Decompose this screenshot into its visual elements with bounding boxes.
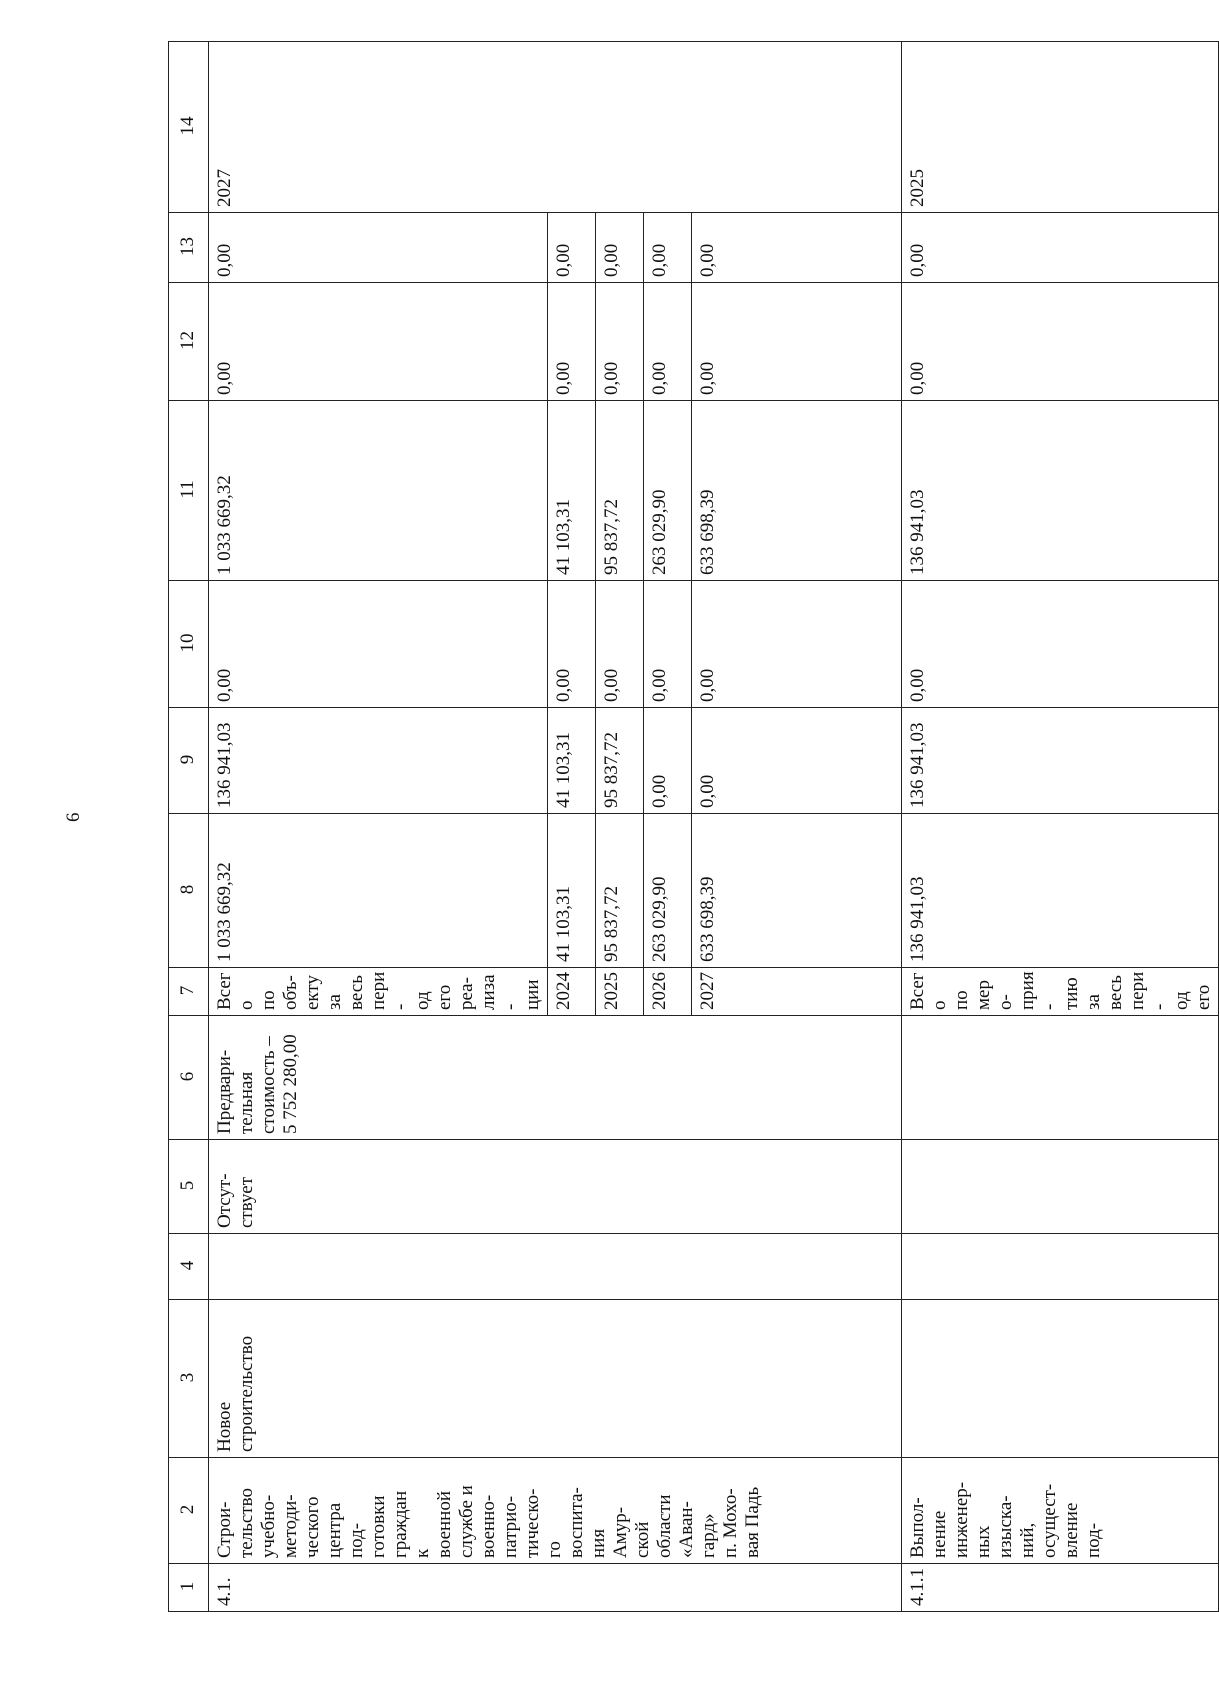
header-cell: 14 <box>169 42 209 213</box>
total-value: 1 033 669,32 <box>209 814 548 968</box>
year-value: 0,00 <box>692 581 902 708</box>
year-value: 41 103,31 <box>548 708 596 814</box>
header-cell: 1 <box>169 1564 209 1612</box>
year-value: 0,00 <box>644 283 692 401</box>
header-cell: 5 <box>169 1140 209 1234</box>
header-cell: 7 <box>169 968 209 1016</box>
estimated-cost: Предвари- тельная стоимость – 5 752 280,00 <box>209 1016 902 1140</box>
year-value: 41 103,31 <box>548 401 596 581</box>
year-value: 0,00 <box>644 708 692 814</box>
year-value: 633 698,39 <box>692 401 902 581</box>
year-value: 0,00 <box>548 213 596 283</box>
design-docs-cell: Отсут- ствует <box>209 1140 902 1234</box>
total-value: 0,00 <box>209 213 548 283</box>
header-cell: 12 <box>169 283 209 401</box>
header-cell: 6 <box>169 1016 209 1140</box>
year-value: 0,00 <box>596 283 644 401</box>
year-value: 0,00 <box>644 581 692 708</box>
construction-type <box>902 1300 1219 1458</box>
year-value: 0,00 <box>548 581 596 708</box>
completion-year: 2025 <box>902 42 1219 213</box>
year-label: 2027 <box>692 968 902 1016</box>
header-cell: 3 <box>169 1300 209 1458</box>
year-value: 0,00 <box>692 708 902 814</box>
total-label: Всего по объ- екту за весь пери- од его реа- лиза- ции <box>209 968 548 1016</box>
total-value: 0,00 <box>902 283 1219 401</box>
header-cell: 8 <box>169 814 209 968</box>
year-value: 0,00 <box>692 283 902 401</box>
construction-type: Новое строительство <box>209 1300 902 1458</box>
year-value: 0,00 <box>644 213 692 283</box>
year-value: 0,00 <box>548 283 596 401</box>
total-value: 1 033 669,32 <box>209 401 548 581</box>
header-cell: 10 <box>169 581 209 708</box>
year-value: 95 837,72 <box>596 708 644 814</box>
item-number: 4.1. <box>209 1564 902 1612</box>
year-value: 0,00 <box>596 213 644 283</box>
item-number: 4.1.1 <box>902 1564 1219 1612</box>
total-value: 0,00 <box>902 213 1219 283</box>
header-row <box>169 42 209 1612</box>
measure-row <box>902 42 1219 1612</box>
year-label: 2025 <box>596 968 644 1016</box>
total-value: 136 941,03 <box>902 708 1219 814</box>
year-value: 263 029,90 <box>644 814 692 968</box>
year-value: 0,00 <box>596 581 644 708</box>
total-value: 136 941,03 <box>209 708 548 814</box>
year-label: 2026 <box>644 968 692 1016</box>
year-value: 95 837,72 <box>596 401 644 581</box>
year-label: 2024 <box>548 968 596 1016</box>
design-docs-cell <box>902 1140 1219 1234</box>
financing-table <box>168 41 1219 1612</box>
header-cell: 9 <box>169 708 209 814</box>
page-number: 6 <box>63 812 84 822</box>
total-value: 0,00 <box>209 283 548 401</box>
total-value: 0,00 <box>902 581 1219 708</box>
total-label: Всего по меро- прия- тию за весь пери- од его <box>902 968 1219 1016</box>
year-value: 263 029,90 <box>644 401 692 581</box>
year-value: 95 837,72 <box>596 814 644 968</box>
total-value: 136 941,03 <box>902 401 1219 581</box>
header-cell: 13 <box>169 213 209 283</box>
completion-year: 2027 <box>209 42 902 213</box>
item-name: Выпол- нение инженер- ных изыска- ний, осущест- вление под- <box>902 1458 1219 1564</box>
header-cell: 4 <box>169 1234 209 1300</box>
col4-cell <box>209 1234 902 1300</box>
header-cell: 11 <box>169 401 209 581</box>
year-value: 41 103,31 <box>548 814 596 968</box>
item-name: Строи- тельство учебно- методи- ческого центра под- готовки граждан к военной службе и военно- патрио- тическо- го воспита- ния Амур- ской области «Аван- гард» п. Мохо- вая Падь <box>209 1458 902 1564</box>
col4-cell <box>902 1234 1219 1300</box>
year-value: 0,00 <box>692 213 902 283</box>
header-cell: 2 <box>169 1458 209 1564</box>
total-value: 0,00 <box>209 581 548 708</box>
object-total-row <box>209 42 548 1612</box>
rotated-table-container <box>168 42 1214 1612</box>
year-value: 633 698,39 <box>692 814 902 968</box>
total-value: 136 941,03 <box>902 814 1219 968</box>
estimated-cost <box>902 1016 1219 1140</box>
